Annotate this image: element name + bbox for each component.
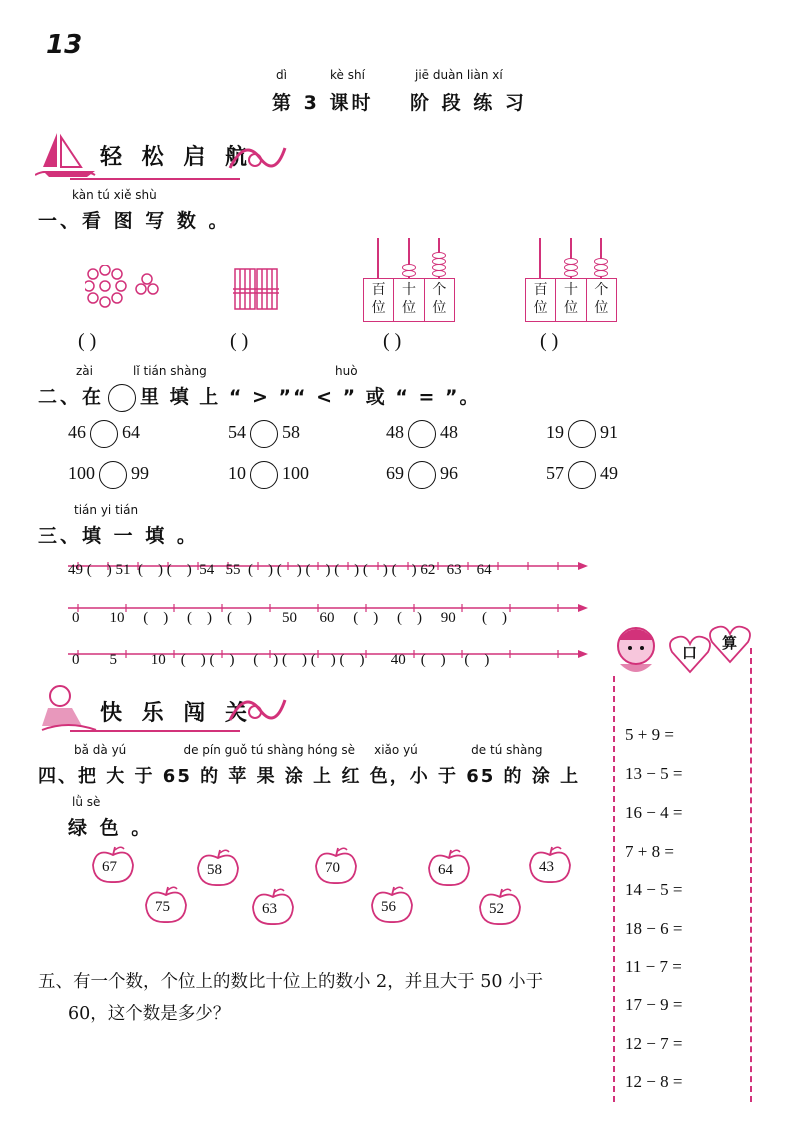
apple-52[interactable]: 52 xyxy=(477,887,523,931)
q2-pinyin-c: huò xyxy=(335,364,358,378)
answer-blank[interactable]: ( ) xyxy=(230,330,249,352)
q4-title-line2: 绿 色 。 xyxy=(68,817,154,839)
abacus-place-bai: 百 位 xyxy=(526,279,556,321)
apple-63[interactable]: 63 xyxy=(250,887,296,931)
banner-swirl-icon xyxy=(225,690,290,734)
sailboat-icon xyxy=(35,127,105,181)
abacus-place-ge: 个 位 xyxy=(432,282,447,316)
apple-67[interactable]: 67 xyxy=(90,845,136,889)
q2-pinyin-b: lǐ tián shàng xyxy=(133,364,207,378)
compare-circle[interactable] xyxy=(250,420,278,448)
answer-blank[interactable]: ( ) xyxy=(540,330,559,352)
lesson-subtitle: 阶 段 练 习 xyxy=(410,92,527,114)
compare-item: 69 96 xyxy=(386,461,458,489)
q2-prefix: 二、在 xyxy=(38,386,105,408)
abacus-place-ge: 个 位 xyxy=(594,282,609,316)
compare-circle[interactable] xyxy=(408,461,436,489)
q4-pinyin-2: lǜ sè xyxy=(72,795,101,809)
oral-item: 14 − 5 = xyxy=(625,880,683,899)
girl-mascot-icon xyxy=(606,622,668,686)
abacus2-rod-bai xyxy=(539,238,541,278)
compare-circle[interactable] xyxy=(568,420,596,448)
oral-item: 12 − 7 = xyxy=(625,1034,683,1053)
q3-pinyin: tián yi tián xyxy=(74,503,139,517)
q4-title-line1: 四、把 大 于 65 的 苹 果 涂 上 红 色，小 于 65 的 涂 上 xyxy=(38,766,581,787)
q2-title xyxy=(38,382,480,412)
compare-circle[interactable] xyxy=(90,420,118,448)
q1-pinyin: kàn tú xiě shù xyxy=(72,188,157,202)
oral-panel-border-right xyxy=(750,648,752,1102)
circle-counters-image xyxy=(85,265,165,314)
kid-mascot-icon xyxy=(38,682,98,736)
q2-suffix: 里 填 上 “ > ”“ < ” 或 “ = ”。 xyxy=(140,386,481,408)
answer-blank[interactable]: ( ) xyxy=(383,330,402,352)
q2-pinyin-a: zài xyxy=(76,364,93,378)
compare-item: 19 91 xyxy=(546,420,618,448)
section-banner-easy: 轻 松 启 航 xyxy=(100,145,253,170)
oral-item: 5 + 9 = xyxy=(625,725,674,744)
q5-line2: 60，这个数是多少？ xyxy=(68,1004,231,1024)
apple-64[interactable]: 64 xyxy=(426,848,472,892)
compare-circle[interactable] xyxy=(250,461,278,489)
answer-blank[interactable]: ( ) xyxy=(78,330,97,352)
q4-pinyin-1: bǎ dà yú de pín guǒ tú shàng hóng sè xiǎo yú de tú shàng xyxy=(74,743,543,757)
number-line-2-labels: 0 10 ( ) ( ) ( ) 50 60 ( ) ( ) 90 ( ) xyxy=(72,610,507,626)
abacus-place-shi: 十 位 xyxy=(556,279,586,321)
apple-58[interactable]: 58 xyxy=(195,848,241,892)
oral-item: 12 − 8 = xyxy=(625,1072,683,1091)
number-line-1-labels: 49 ( ) 51 ( ) ( ) 54 55 ( ) ( ) ( ) ( ) ( ) ( ) 62 63 64 xyxy=(68,562,492,578)
q1-title: 一、看 图 写 数 。 xyxy=(38,210,231,232)
oral-heart-right: 算 xyxy=(708,624,752,668)
compare-item: 46 64 xyxy=(68,420,140,448)
banner-underline xyxy=(70,178,240,180)
title-pinyin-2: kè shí xyxy=(330,68,365,82)
oral-item: 17 − 9 = xyxy=(625,995,683,1014)
abacus-bead xyxy=(594,270,608,277)
abacus-bead xyxy=(564,270,578,277)
abacus1-frame xyxy=(363,278,455,322)
compare-item: 54 58 xyxy=(228,420,300,448)
section-banner-challenge: 快 乐 闯 关 xyxy=(100,701,253,726)
apple-70[interactable]: 70 xyxy=(313,846,359,890)
title-pinyin-1: dì xyxy=(276,68,287,82)
abacus-bead xyxy=(432,270,446,277)
compare-item: 48 48 xyxy=(386,420,458,448)
compare-item: 10 100 xyxy=(228,461,309,489)
compare-circle[interactable] xyxy=(568,461,596,489)
apple-75[interactable]: 75 xyxy=(143,885,189,929)
q3-title: 三、填 一 填 。 xyxy=(38,525,199,547)
banner-swirl-icon xyxy=(225,138,290,182)
compare-item: 57 49 xyxy=(546,461,618,489)
abacus-bead xyxy=(402,270,416,277)
oral-panel-border-left xyxy=(613,676,615,1102)
oral-item: 13 − 5 = xyxy=(625,764,683,783)
apple-56[interactable]: 56 xyxy=(369,885,415,929)
page-number: 13 xyxy=(46,30,83,60)
compare-circle-sample xyxy=(108,384,136,412)
abacus-place-shi: 十 位 xyxy=(394,279,424,321)
title-pinyin-3: jiē duàn liàn xí xyxy=(415,68,503,82)
oral-item: 7 + 8 = xyxy=(625,842,674,861)
oral-item: 16 − 4 = xyxy=(625,803,683,822)
abacus2-frame xyxy=(525,278,617,322)
compare-item: 100 99 xyxy=(68,461,149,489)
oral-item: 18 − 6 = xyxy=(625,919,683,938)
stick-bundles-image xyxy=(233,265,281,317)
banner-underline xyxy=(70,730,240,732)
abacus1-rod-bai xyxy=(377,238,379,278)
oral-item: 11 − 7 = xyxy=(625,957,682,976)
number-line-3-labels: 0 5 10 ( ) ( ) ( ) ( ) ( ) ( ) 40 ( ) ( ) xyxy=(72,652,490,668)
compare-circle[interactable] xyxy=(99,461,127,489)
compare-circle[interactable] xyxy=(408,420,436,448)
oral-heart-left: 口 xyxy=(668,634,712,678)
lesson-title: 第 3 课时 xyxy=(272,92,374,114)
q5-line1: 五、有一个数，个位上的数比十位上的数小 2，并且大于 50 小于 xyxy=(38,972,544,992)
abacus-place-bai: 百 位 xyxy=(364,279,394,321)
apple-43[interactable]: 43 xyxy=(527,845,573,889)
